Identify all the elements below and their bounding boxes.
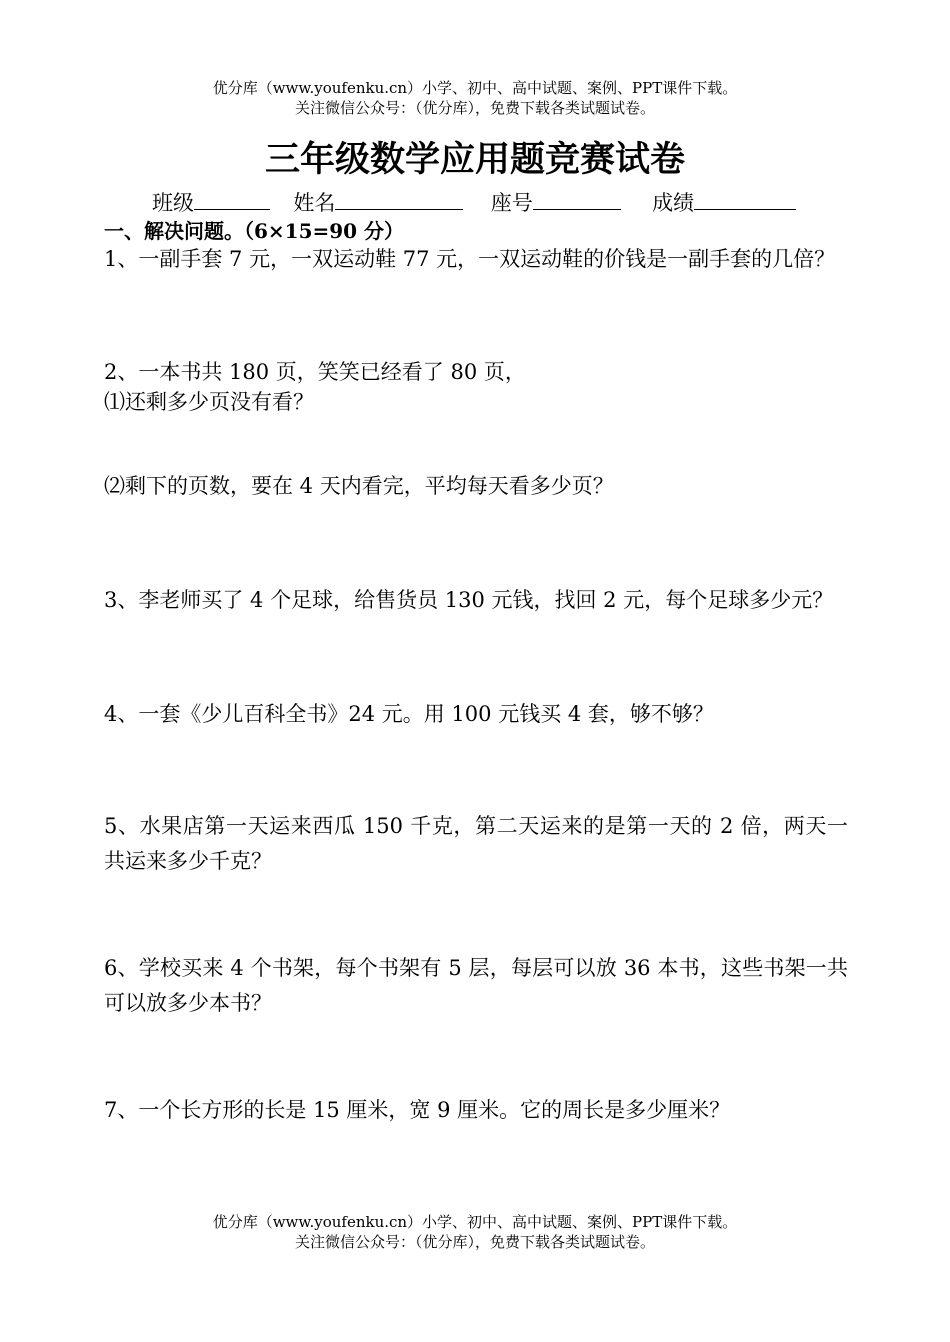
score-label: 成绩: [652, 191, 695, 215]
header-line-1: 优分库（www.youfenku.cn）小学、初中、高中试题、案例、PPT课件下载。: [212, 79, 738, 97]
student-info-row: [152, 187, 796, 218]
name-blank: [335, 187, 463, 210]
question-2: 2、一本书共 180 页，笑笑已经看了 80 页，: [104, 360, 526, 384]
name-label: 姓名: [293, 191, 336, 215]
seat-blank: [533, 187, 621, 210]
footer-line-2: 关注微信公众号：（优分库），免费下载各类试题试卷。: [294, 1233, 655, 1251]
question-7: 7、一个长方形的长是 15 厘米，宽 9 厘米。它的周长是多少厘米？: [104, 1098, 731, 1122]
class-blank: [194, 187, 270, 210]
page-title: 三年级数学应用题竞赛试卷: [264, 139, 685, 180]
question-4: 4、一套《少儿百科全书》24 元。用 100 元钱买 4 套，够不够？: [104, 702, 714, 726]
score-blank: [694, 187, 796, 210]
question-2-sub-2: ⑵剩下的页数，要在 4 天内看完，平均每天看多少页？: [104, 474, 614, 498]
header-line-2: 关注微信公众号：（优分库），免费下载各类试题试卷。: [294, 99, 655, 117]
section-heading: 一、解决问题。（6×15=90 分）: [104, 219, 405, 243]
question-2-sub-1: ⑴还剩多少页没有看？: [104, 390, 314, 414]
class-label: 班级: [152, 191, 194, 215]
question-5: 5、水果店第一天运来西瓜 150 千克，第二天运来的是第一天的 2 倍，两天一共运来多少千克？: [104, 814, 848, 873]
footer-line-1: 优分库（www.youfenku.cn）小学、初中、高中试题、案例、PPT课件下载。: [212, 1213, 738, 1231]
question-3: 3、李老师买了 4 个足球，给售货员 130 元钱，找回 2 元，每个足球多少元？: [104, 588, 834, 612]
question-6: 6、学校买来 4 个书架，每个书架有 5 层，每层可以放 36 本书，这些书架一共可以放多少本书？: [104, 956, 848, 1015]
seat-label: 座号: [490, 191, 533, 215]
question-1: 1、一副手套 7 元，一双运动鞋 77 元，一双运动鞋的价钱是一副手套的几倍？: [104, 247, 836, 271]
